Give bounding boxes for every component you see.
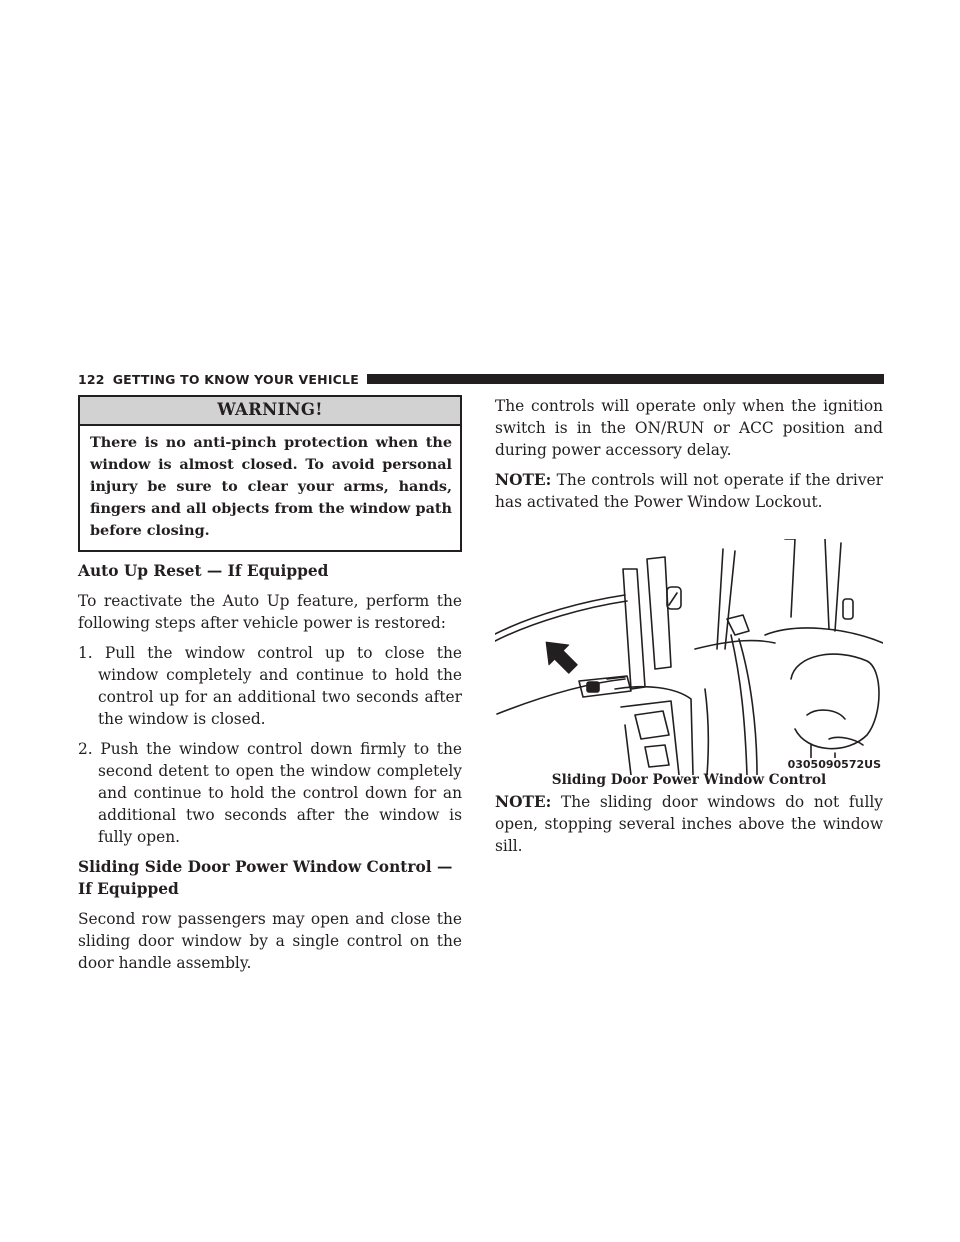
warning-title: WARNING! bbox=[80, 397, 460, 426]
figure-code: 0305090572US bbox=[787, 758, 881, 771]
warning-body: There is no anti-pinch protection when the window is almost closed. To avoid personal injury be sure to clear your arms, hands, fingers and all objects from the window path before closing. bbox=[90, 434, 452, 539]
door-control-illustration bbox=[495, 539, 883, 775]
door-illustration-svg bbox=[495, 539, 883, 775]
note-lockout bbox=[495, 469, 883, 513]
arrow-icon bbox=[536, 632, 583, 679]
warning-box bbox=[78, 395, 462, 552]
left-column bbox=[78, 395, 462, 974]
sliding-door-heading bbox=[78, 856, 462, 900]
step-2: 2. Push the window control down firmly to the second detent to open the window completely and continue to hold the control down for an additional two seconds after the window is fully open. bbox=[78, 740, 462, 846]
page-number: 122 bbox=[78, 371, 105, 387]
sliding-door-heading-line1: Sliding Side Door Power Window Control — bbox=[78, 858, 453, 876]
controls-paragraph: The controls will operate only when the ignition switch is in the ON/RUN or ACC position and during power accessory delay. bbox=[495, 397, 883, 459]
figure-caption: Sliding Door Power Window Control bbox=[551, 772, 827, 788]
note-sliding-windows bbox=[495, 791, 883, 857]
note-label: NOTE: bbox=[495, 471, 552, 489]
auto-up-reset-heading: Auto Up Reset — If Equipped bbox=[78, 562, 329, 580]
page-header bbox=[78, 369, 884, 389]
sliding-door-heading-line2: If Equipped bbox=[78, 880, 179, 898]
note-text: The controls will not operate if the driver has activated the Power Window Lockout. bbox=[495, 471, 883, 511]
step-1: 1. Pull the window control up to close the window completely and continue to hold the control up for an additional two seconds after the window is closed. bbox=[78, 644, 462, 728]
auto-up-reset-steps bbox=[78, 642, 462, 848]
sliding-door-body: Second row passengers may open and close the sliding door window by a single control on the door handle assembly. bbox=[78, 910, 462, 972]
note-label: NOTE: bbox=[495, 793, 552, 811]
right-column bbox=[495, 395, 883, 857]
note-text: The sliding door windows do not fully open, stopping several inches above the window sill. bbox=[495, 793, 883, 855]
section-title: GETTING TO KNOW YOUR VEHICLE bbox=[112, 371, 359, 387]
auto-up-reset-intro: To reactivate the Auto Up feature, perform the following steps after vehicle power is restored: bbox=[78, 592, 462, 632]
header-rule bbox=[367, 374, 884, 384]
